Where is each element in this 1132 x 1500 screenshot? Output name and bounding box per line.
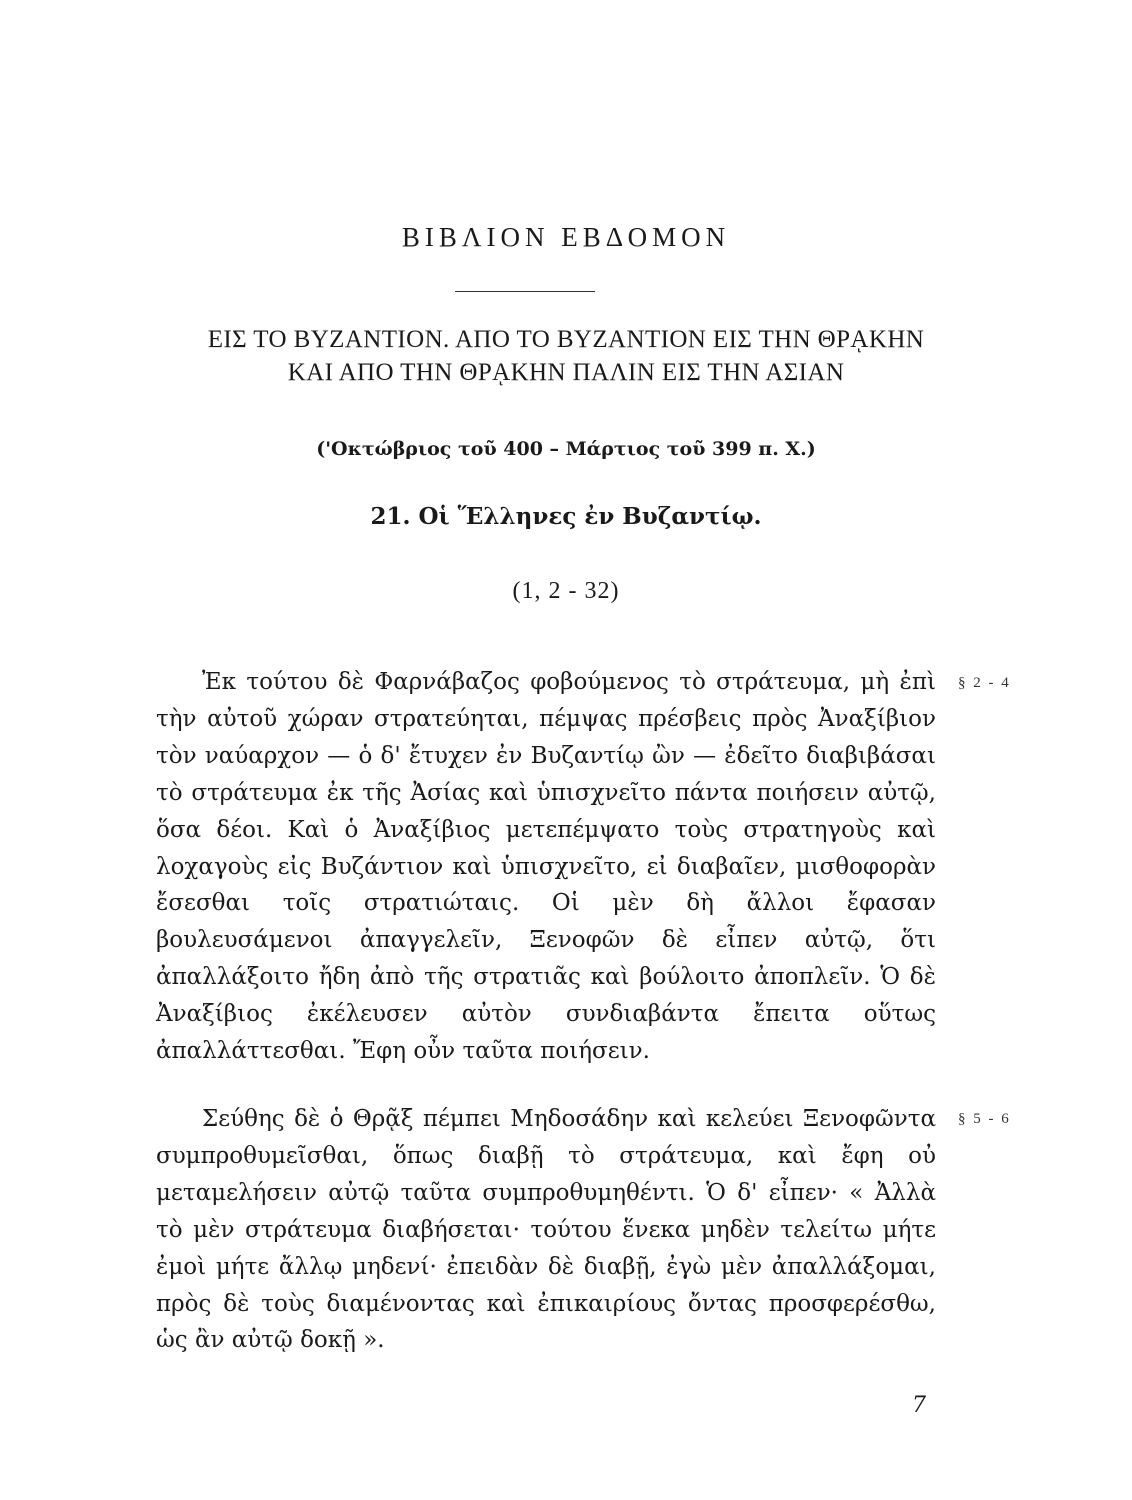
paragraph-1 [156, 664, 936, 1070]
paragraph-1-text: Ἐκ τούτου δὲ Φαρνάβαζος φοβούμενος τὸ στράτευμα, μὴ ἐπὶ τὴν αὐτοῦ χώραν στρατεύηται, πέμψας πρέσβεις πρὸς Ἀναξίβιον τὸν ναύαρχον — ὁ δ' ἔτυχεν ἐν Βυζαντίῳ ὢν — ἐδεῖτο διαβιβάσαι τὸ στράτευμα ἐκ τῆς Ἀσίας καὶ ὑπισχνεῖτο πάντα ποιήσειν αὐτῷ, ὅσα δέοι. Καὶ ὁ Ἀναξίβιος μετεπέμψατο τοὺς στρατηγοὺς καὶ λοχαγοὺς εἰς Βυζάντιον καὶ ὑπισχνεῖτο, εἰ διαβαῖεν, μισθοφορὰν ἔσεσθαι τοῖς στρατιώταις. Οἱ μὲν δὴ ἄλλοι ἔφασαν βουλευσάμενοι ἀπαγγελεῖν, Ξενοφῶν δὲ εἶπεν αὐτῷ, ὅτι ἀπαλλάξοιτο ἤδη ἀπὸ τῆς στρατιᾶς καὶ βούλοιτο ἀποπλεῖν. Ὁ δὲ Ἀναξίβιος ἐκέλευσεν αὐτὸν συνδιαβάντα ἔπειτα οὕτως ἀπαλλάττεσθαι. Ἔφη οὖν ταῦτα ποιήσειν. [156, 669, 936, 1065]
section-title: 21. Οἱ Ἕλληνες ἐν Βυζαντίῳ. [370, 503, 762, 530]
page-number: 7 [912, 1393, 926, 1418]
chapter-heading-line-2: ΚΑΙ ΑΠΟ ΤΗΝ ΘΡᾼΚΗΝ ΠΑΛΙΝ ΕΙΣ ΤΗΝ ΑΣΙΑΝ [287, 359, 845, 386]
margin-note-2: § 5 - 6 [958, 1111, 1011, 1127]
chapter-heading [0, 323, 1132, 389]
margin-note-1: § 2 - 4 [958, 675, 1011, 691]
book-title: ΒΙΒΛΙΟΝ ΕΒΔΟΜΟΝ [401, 222, 731, 252]
section-range: (1, 2 - 32) [512, 578, 620, 604]
chapter-heading-line-1: ΕΙΣ ΤΟ ΒΥΖΑΝΤΙΟΝ. ΑΠΟ ΤΟ ΒΥΖΑΝΤΙΟΝ ΕΙΣ ΤΗΝ ΘΡᾼΚΗΝ [207, 326, 925, 353]
paragraph-2 [156, 1101, 936, 1359]
paragraph-2-text: Σεύθης δὲ ὁ Θρᾷξ πέμπει Μηδοσάδην καὶ κελεύει Ξενοφῶντα συμπροθυμεῖσθαι, ὅπως διαβῇ τὸ στράτευμα, καὶ ἔφη οὐ μεταμελήσειν αὐτῷ ταῦτα συμπροθυμηθέντι. Ὁ δ' εἶπεν· « Ἀλλὰ τὸ μὲν στράτευμα διαβήσεται· τούτου ἕνεκα μηδὲν τελείτω μήτε ἐμοὶ μήτε ἄλλῳ μηδενί· ἐπειδὰν δὲ διαβῇ, ἐγὼ μὲν ἀπαλλάξομαι, πρὸς δὲ τοὺς διαμένοντας καὶ ἐπικαιρίους ὄντας προσφερέσθω, ὡς ἂν αὐτῷ δοκῇ ». [156, 1106, 936, 1354]
date-line: ('Οκτώβριος τοῦ 400 – Μάρτιος τοῦ 399 π. Χ.) [316, 438, 816, 460]
title-rule [455, 291, 595, 292]
